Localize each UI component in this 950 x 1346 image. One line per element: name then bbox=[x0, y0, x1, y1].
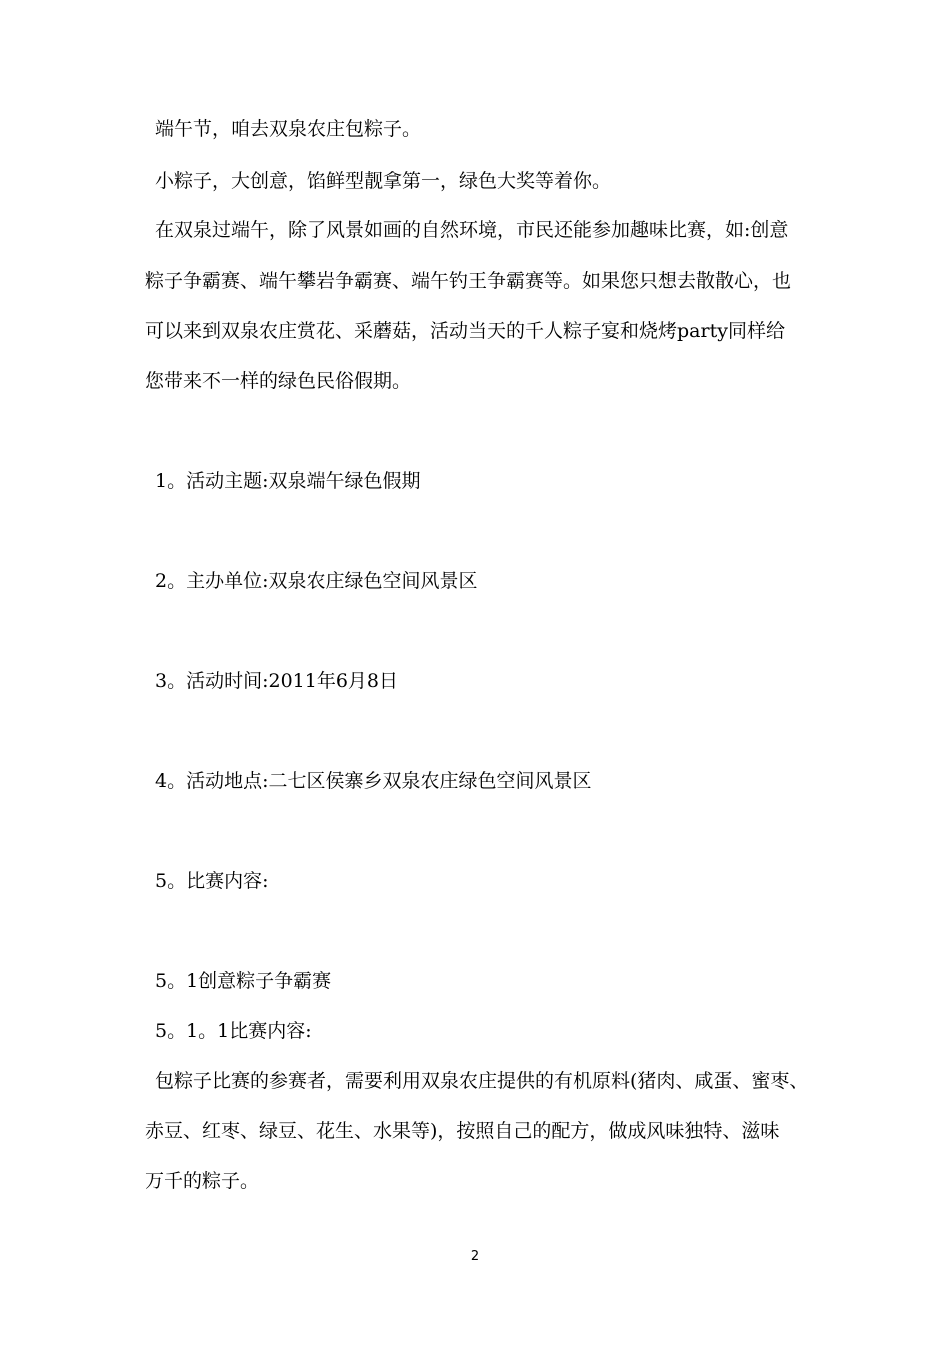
paragraph-line: 端午节，咱去双泉农庄包粽子。 bbox=[155, 118, 422, 140]
paragraph-line: 包粽子比赛的参赛者，需要利用双泉农庄提供的有机原料(猪肉、咸蛋、蜜枣、 bbox=[155, 1070, 809, 1092]
paragraph-line: 万千的粽子。 bbox=[145, 1170, 260, 1192]
list-item: 5。比赛内容: bbox=[155, 870, 269, 892]
list-item: 4。活动地点:二七区侯寨乡双泉农庄绿色空间风景区 bbox=[155, 770, 592, 792]
list-item: 2。主办单位:双泉农庄绿色空间风景区 bbox=[155, 570, 478, 592]
list-item: 3。活动时间:2011年6月8日 bbox=[155, 670, 399, 692]
list-item: 1。活动主题:双泉端午绿色假期 bbox=[155, 470, 421, 492]
paragraph-line: 您带来不一样的绿色民俗假期。 bbox=[145, 370, 412, 392]
list-item: 5。1创意粽子争霸赛 bbox=[155, 970, 332, 992]
paragraph-line: 可以来到双泉农庄赏花、采蘑菇，活动当天的千人粽子宴和烧烤party同样给 bbox=[145, 320, 785, 342]
paragraph-line: 在双泉过端午，除了风景如画的自然环境，市民还能参加趣味比赛，如:创意 bbox=[155, 219, 789, 241]
paragraph-line: 粽子争霸赛、端午攀岩争霸赛、端午钓王争霸赛等。如果您只想去散散心，也 bbox=[145, 270, 792, 292]
paragraph-line: 小粽子，大创意，馅鲜型靓拿第一，绿色大奖等着你。 bbox=[155, 170, 612, 192]
list-item: 5。1。1比赛内容: bbox=[155, 1020, 312, 1042]
page-number: 2 bbox=[470, 1249, 480, 1264]
paragraph-line: 赤豆、红枣、绿豆、花生、水果等)，按照自己的配方，做成风味独特、滋味 bbox=[145, 1120, 780, 1142]
